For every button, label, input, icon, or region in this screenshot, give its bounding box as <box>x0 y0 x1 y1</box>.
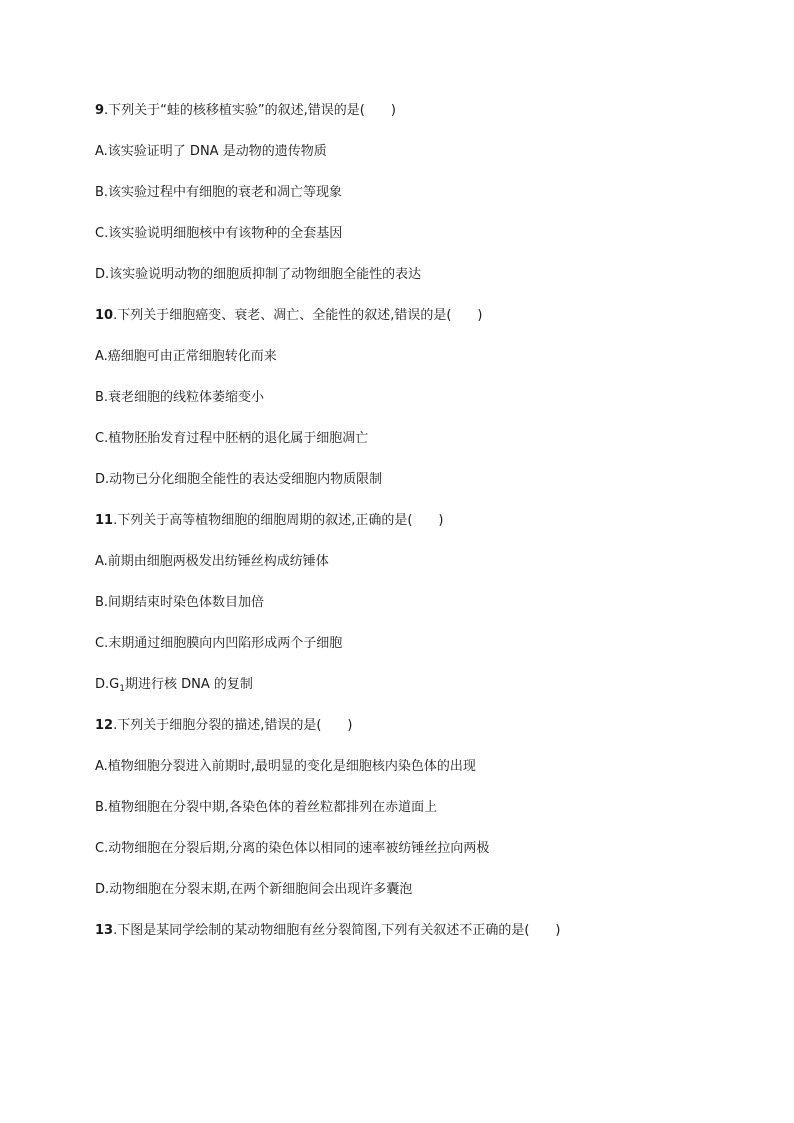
question-11-option-d <box>95 676 253 698</box>
question-9-option-b: B.该实验过程中有细胞的衰老和凋亡等现象 <box>95 185 343 200</box>
question-text: .下列关于细胞癌变、衰老、凋亡、全能性的叙述,错误的是( ) <box>113 308 483 323</box>
question-text: .下图是某同学绘制的某动物细胞有丝分裂简图,下列有关叙述不正确的是( ) <box>113 923 561 938</box>
question-12-option-c: C.动物细胞在分裂后期,分离的染色体以相同的速率被纺锤丝拉向两极 <box>95 841 490 856</box>
question-text: .下列关于细胞分裂的描述,错误的是( ) <box>113 718 353 733</box>
question-11-option-c: C.末期通过细胞膜向内凹陷形成两个子细胞 <box>95 636 343 651</box>
question-number: 12 <box>95 718 114 733</box>
option-prefix: D.G <box>95 677 120 692</box>
question-10-stem <box>95 307 483 325</box>
subscript: 1 <box>119 684 125 694</box>
question-11-option-b: B.间期结束时染色体数目加倍 <box>95 595 265 610</box>
question-12-option-b: B.植物细胞在分裂中期,各染色体的着丝粒都排列在赤道面上 <box>95 800 438 815</box>
question-text: .下列关于高等植物细胞的细胞周期的叙述,正确的是( ) <box>113 513 444 528</box>
question-10-option-a: A.癌细胞可由正常细胞转化而来 <box>95 349 277 364</box>
question-12-option-a: A.植物细胞分裂进入前期时,最明显的变化是细胞核内染色体的出现 <box>95 759 476 774</box>
question-12-stem <box>95 717 353 735</box>
question-10-option-b: B.衰老细胞的线粒体萎缩变小 <box>95 390 265 405</box>
question-9-option-c: C.该实验说明细胞核中有该物种的全套基因 <box>95 226 343 241</box>
question-10-option-c: C.植物胚胎发育过程中胚柄的退化属于细胞凋亡 <box>95 431 369 446</box>
question-13-stem <box>95 922 561 940</box>
question-9-option-d: D.该实验说明动物的细胞质抑制了动物细胞全能性的表达 <box>95 267 422 282</box>
question-text: .下列关于“蛙的核移植实验”的叙述,错误的是( ) <box>104 103 396 118</box>
question-number: 10 <box>95 308 114 323</box>
question-number: 9 <box>95 103 105 118</box>
question-12-option-d: D.动物细胞在分裂末期,在两个新细胞间会出现许多囊泡 <box>95 882 413 897</box>
question-11-stem <box>95 512 444 530</box>
question-number: 11 <box>95 513 114 528</box>
question-10-option-d: D.动物已分化细胞全能性的表达受细胞内物质限制 <box>95 472 383 487</box>
question-9-stem <box>95 102 396 120</box>
question-9-option-a: A.该实验证明了 DNA 是动物的遗传物质 <box>95 144 327 159</box>
option-suffix: 期进行核 DNA 的复制 <box>124 677 253 692</box>
question-11-option-a: A.前期由细胞两极发出纺锤丝构成纺锤体 <box>95 554 329 569</box>
question-number: 13 <box>95 923 114 938</box>
